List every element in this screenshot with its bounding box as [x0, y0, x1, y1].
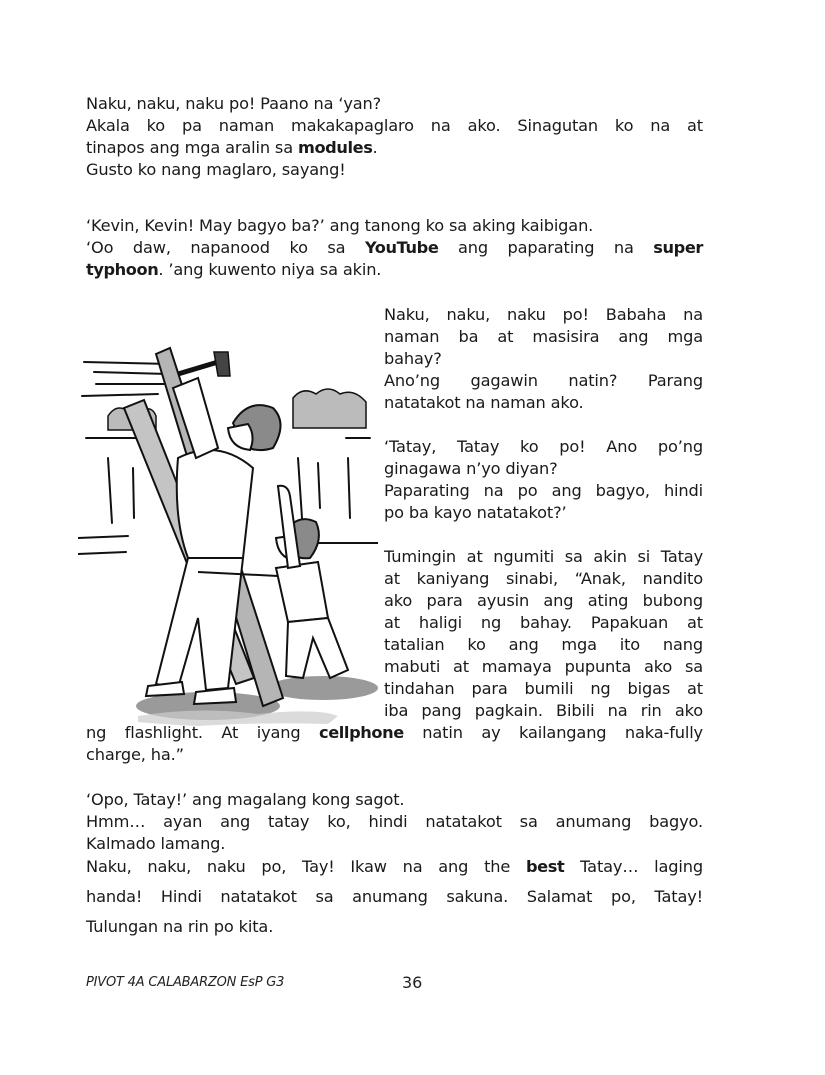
text-line: ‘Opo, Tatay!’ ang magalang kong sagot. — [86, 790, 405, 809]
paragraph-6 — [86, 789, 703, 938]
text-line: ‘Kevin, Kevin! May bagyo ba?’ ang tanong ko sa aking kaibigan. — [86, 216, 594, 235]
bold-term-youtube: YouTube — [364, 238, 439, 257]
text-line: tindahan para bumili ng bigas at — [384, 679, 703, 698]
text-line: Tumingin at ngumiti sa akin si Tatay — [384, 547, 703, 566]
roof-line — [94, 372, 168, 374]
text-line: Naku, naku, naku po! Babaha na — [384, 305, 703, 324]
text-span: . ’ang kuwento niya sa akin. — [158, 260, 382, 279]
text-line: mabuti at mamaya pupunta ako sa — [384, 657, 703, 676]
boy-shirt — [276, 562, 328, 622]
roof-line — [82, 394, 158, 396]
bush — [293, 389, 366, 428]
hammer-handle — [178, 362, 218, 374]
boy-legs — [286, 618, 348, 678]
text-line: Ano’ng gagawin natin? Parang — [384, 371, 703, 390]
text-line: Akala ko pa naman makakapaglaro na ako. Sinagutan ko na at — [86, 116, 703, 135]
footer-source: PIVOT 4A CALABARZON EsP G3 — [86, 975, 285, 990]
page-number: 36 — [402, 973, 423, 992]
text-line: po ba kayo natatakot?’ — [384, 503, 567, 522]
text-line: Gusto ko nang maglaro, sayang! — [86, 160, 346, 179]
text-line — [86, 259, 703, 281]
text-line: charge, ha.” — [86, 745, 184, 764]
text-line: at kaniyang sinabi, “Anak, nandito — [384, 569, 703, 588]
text-line: ako para ayusin ang ating bubong — [384, 591, 703, 610]
text-line: naman ba at masisira ang mga — [384, 327, 703, 346]
text-span: Naku, naku, naku po, Tay! Ikaw na ang the — [86, 857, 526, 876]
paragraph-5 — [384, 546, 703, 722]
text-line: ‘Tatay, Tatay ko po! Ano po’ng — [384, 437, 703, 456]
illustration-svg — [78, 318, 378, 728]
text-line: handa! Hindi natatakot sa anumang sakuna. Salamat po, Tatay! — [86, 887, 703, 906]
text-line: Hmm… ayan ang tatay ko, hindi natatakot sa anumang bagyo. — [86, 812, 703, 831]
hammer-head — [214, 352, 230, 376]
paragraph-4 — [384, 436, 703, 524]
text-span: natin ay kailangang naka-fully — [403, 723, 703, 742]
paragraph-5-continued — [86, 722, 703, 766]
text-span: Tatay… laging — [564, 857, 703, 876]
text-line: ginagawa n’yo diyan? — [384, 459, 558, 478]
text-line — [86, 137, 703, 159]
bold-term-super: super — [653, 238, 703, 257]
bold-term-typhoon: typhoon — [86, 260, 159, 279]
print-smudge — [138, 710, 338, 726]
paragraph-1 — [86, 93, 703, 181]
text-line: bahay? — [384, 349, 442, 368]
text-line: iba pang pagkain. Bibili na rin ako — [384, 701, 703, 720]
text-line: Kalmado lamang. — [86, 834, 226, 853]
text-line — [86, 856, 703, 878]
father-shirt — [177, 450, 253, 558]
bold-term-cellphone: cellphone — [319, 723, 404, 742]
text-span: ‘Oo daw, napanood ko sa — [86, 238, 365, 257]
text-line: Tulungan na rin po kita. — [86, 917, 274, 936]
roof-line — [84, 362, 170, 364]
illustration-father-son — [78, 318, 378, 728]
father-face — [228, 424, 253, 450]
text-span: tinapos ang mga aralin sa — [86, 138, 298, 157]
text-line: at haligi ng bahay. Papakuan at — [384, 613, 703, 632]
father-pants — [156, 558, 243, 690]
text-line: Paparating na po ang bagyo, hindi — [384, 481, 703, 500]
bold-term-best: best — [525, 857, 565, 876]
shadow — [268, 676, 378, 700]
text-span: ang paparating na — [438, 238, 654, 257]
paragraph-3 — [384, 304, 703, 414]
text-line: tatalian ko ang mga ito nang — [384, 635, 703, 654]
bold-term-modules: modules — [297, 138, 373, 157]
paragraph-2 — [86, 215, 703, 281]
text-line: Naku, naku, naku po! Paano na ‘yan? — [86, 94, 382, 113]
text-span: ng flashlight. At iyang — [86, 723, 319, 742]
text-line: natatakot na naman ako. — [384, 393, 584, 412]
text-span: . — [372, 138, 378, 157]
text-line — [86, 237, 703, 259]
